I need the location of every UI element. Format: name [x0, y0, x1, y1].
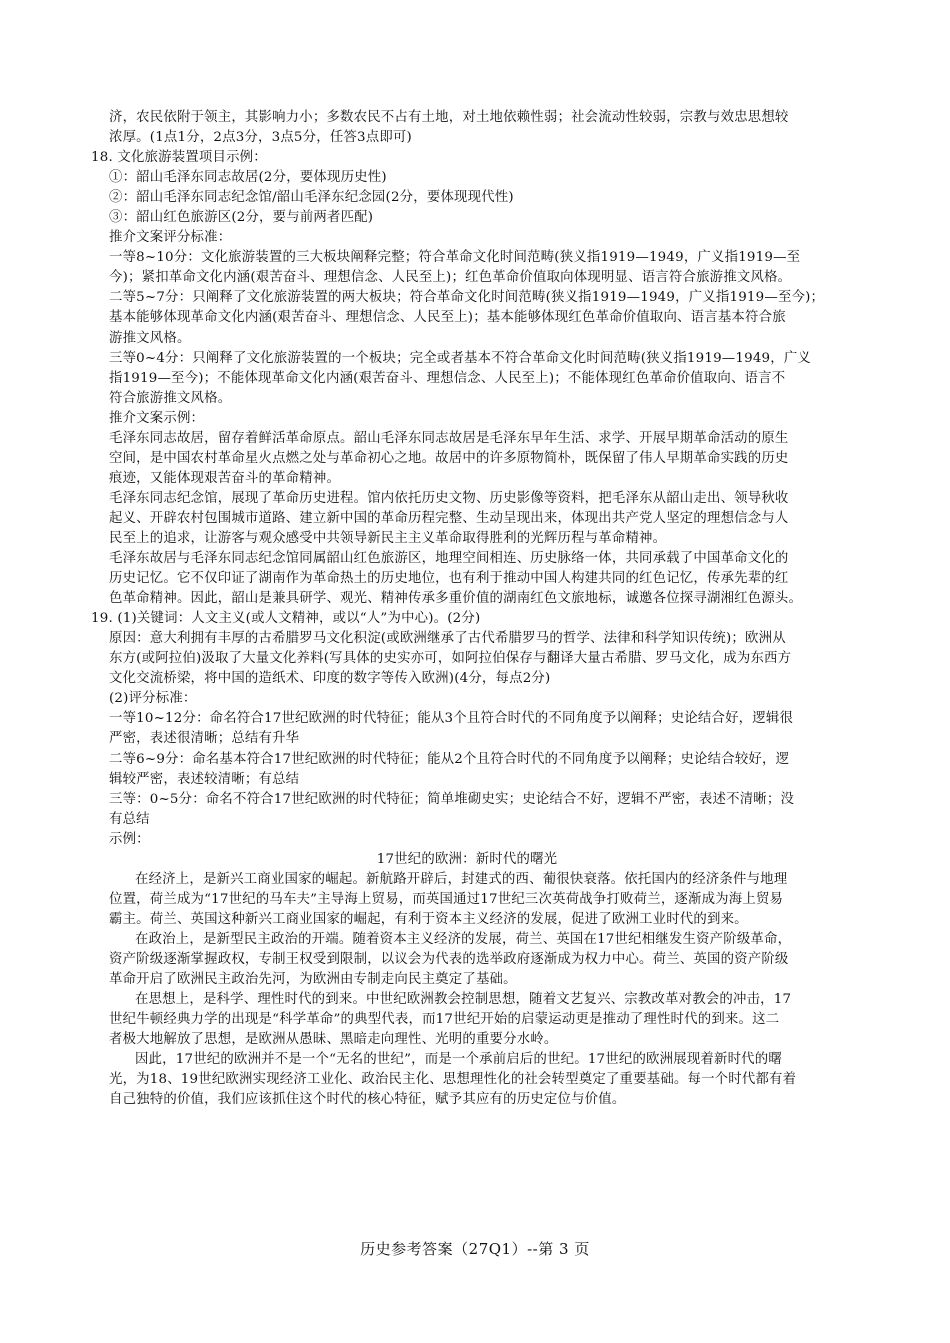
text-line: 自己独特的价值，我们应该抓住这个时代的核心特征，赋予其应有的历史定位与价值。: [109, 1092, 626, 1108]
text-line: 有总结: [109, 811, 150, 827]
text-line: 原因：意大利拥有丰厚的古希腊罗马文化积淀(或欧洲继承了古代希腊罗马的哲学、法律和科学知识传统)；欧洲从: [109, 631, 786, 647]
text-line: 在经济上，是新兴工商业国家的崛起。新航路开辟后，封建式的西、葡很快衰落。依托国内的经济条件与地理: [135, 871, 788, 887]
text-line: (2)评分标准：: [109, 691, 197, 707]
text-line: 指1919—至今)；不能体现革命文化内涵(艰苦奋斗、理想信念、人民至上)；不能体现红色革命价值取向、语言不: [109, 370, 786, 386]
text-line: 济，农民依附于领主，其影响力小；多数农民不占有土地，对土地依赖性弱；社会流动性较弱，宗教与效忠思想较: [109, 110, 789, 125]
text-line: 在政治上，是新型民主政治的开端。随着资本主义经济的发展，荷兰、英国在17世纪相继发生资产阶级革命，: [135, 931, 792, 947]
text-line: 辑较严密，表述较清晰；有总结: [109, 771, 300, 787]
text-line: 霸主。荷兰、英国这种新兴工商业国家的崛起，有利于资本主义经济的发展，促进了欧洲工业时代的到来。: [109, 911, 748, 927]
text-line: 起义、开辟农村包围城市道路、建立新中国的革命历程完整、生动呈现出来，体现出共产党人坚定的理想信念与人: [109, 510, 789, 526]
text-line: 游推文风格。: [109, 330, 191, 346]
text-line: 19. (1)关键词：人文主义(或人文精神，或以“人”为中心)。(2分): [91, 611, 481, 627]
text-line: 在思想上，是科学、理性时代的到来。中世纪欧洲教会控制思想，随着文艺复兴、宗教改革对教会的冲击，17: [135, 992, 792, 1008]
text-line: 者极大地解放了思想，是欧洲从愚昧、黑暗走向理性、光明的重要分水岭。: [109, 1032, 558, 1048]
text-line: 光，为18、19世纪欧洲实现经济工业化、政治民主化、思想理性化的社会转型奠定了重要基础。每一个时代都有着: [109, 1072, 797, 1088]
text-line: ①：韶山毛泽东同志故居(2分，要体现历史性): [109, 170, 387, 186]
text-line: 浓厚。(1点1分，2点3分，3点5分，任答3点即可): [109, 130, 412, 146]
text-line: 一等8~10分：文化旅游装置的三大板块阐释完整；符合革命文化时间范畴(狭义指1919—1949，广义指1919—至: [109, 250, 801, 266]
text-line: 毛泽东故居与毛泽东同志纪念馆同属韶山红色旅游区，地理空间相连、历史脉络一体，共同承载了中国革命文化的: [109, 551, 789, 567]
text-line: 严密，表述很清晰；总结有升华: [109, 731, 300, 747]
text-line: 二等5~7分：只阐释了文化旅游装置的两大板块；符合革命文化时间范畴(狭义指1919—1949，广义指1919—至今)；: [109, 290, 825, 306]
text-line: 今)；紧扣革命文化内涵(艰苦奋斗、理想信念、人民至上)；红色革命价值取向体现明显、语言符合旅游推文风格。: [109, 270, 792, 286]
page-footer: 历史参考答案（27Q1）--第 3 页: [360, 1240, 590, 1258]
text-line: 痕迹，又能体现艰苦奋斗的革命精神。: [109, 470, 341, 486]
text-line: ②：韶山毛泽东同志纪念馆/韶山毛泽东纪念园(2分，要体现现代性): [109, 190, 514, 206]
answer-key-body: [91, 108, 843, 1110]
text-line: 民至上的追求，让游客与观众感受中共领导新民主主义革命取得胜利的光辉历程与革命精神。: [109, 530, 667, 546]
text-line: 三等：0~5分：命名不符合17世纪欧洲的时代特征；简单堆砌史实；史论结合不好，逻辑不严密，表述不清晰；没: [109, 791, 795, 807]
text-line: 17世纪的欧洲：新时代的曙光: [376, 851, 558, 867]
text-line: 推介文案示例：: [109, 410, 205, 426]
text-line: 毛泽东同志故居，留存着鲜活革命原点。韶山毛泽东同志故居是毛泽东早年生活、求学、开展早期革命活动的原生: [109, 430, 789, 446]
text-line: 文化交流桥梁，将中国的造纸术、印度的数字等传入欧洲)(4分，每点2分): [109, 671, 551, 687]
text-line: 因此，17世纪的欧洲并不是一个“无名的世纪”，而是一个承前启后的世纪。17世纪的欧洲展现着新时代的曙: [135, 1052, 782, 1068]
text-line: 一等10~12分：命名符合17世纪欧洲的时代特征；能从3个且符合时代的不同角度予以阐释；史论结合好，逻辑很: [109, 711, 794, 727]
text-line: 革命开启了欧洲民主政治先河，为欧洲由专制走向民主奠定了基础。: [109, 972, 517, 988]
text-line: 毛泽东同志纪念馆，展现了革命历史进程。馆内依托历史文物、历史影像等资料，把毛泽东从韶山走出、领导秋收: [109, 490, 789, 506]
text-line: 资产阶级逐渐掌握政权，专制王权受到限制，以议会为代表的选举政府逐渐成为权力中心。荷兰、英国的资产阶级: [109, 951, 789, 967]
text-line: 推介文案评分标准：: [109, 230, 232, 246]
text-line: 符合旅游推文风格。: [109, 390, 232, 406]
text-line: 二等6~9分：命名基本符合17世纪欧洲的时代特征；能从2个且符合时代的不同角度予以阐释；史论结合较好，逻: [109, 751, 790, 767]
text-line: 空间，是中国农村革命星火点燃之处与革命初心之地。故居中的许多原物简朴，既保留了伟人早期革命实践的历史: [109, 450, 789, 466]
text-line: 色革命精神。因此，韶山是兼具研学、观光、精神传承多重价值的湖南红色文旅地标，诚邀各位探寻湖湘红色源头。: [109, 591, 803, 607]
text-line: 示例：: [109, 831, 150, 847]
text-line: 世纪牛顿经典力学的出现是“科学革命”的典型代表，而17世纪开始的启蒙运动更是推动了理性时代的到来。这二: [109, 1012, 780, 1028]
text-line: ③：韶山红色旅游区(2分，要与前两者匹配): [109, 210, 374, 226]
text-line: 18. 文化旅游装置项目示例：: [91, 150, 267, 166]
text-line: 历史记忆。它不仅印证了湖南作为革命热土的历史地位，也有利于推动中国人构建共同的红色记忆，传承先辈的红: [109, 571, 789, 587]
text-line: 位置，荷兰成为“17世纪的马车夫”主导海上贸易，而英国通过17世纪三次英荷战争打败荷兰，逐渐成为海上贸易: [109, 891, 784, 907]
text-line: 东方(或阿拉伯)汲取了大量文化养料(写具体的史实亦可，如阿拉伯保存与翻译大量古希腊、罗马文化，成为东西方: [109, 651, 792, 667]
text-line: 基本能够体现革命文化内涵(艰苦奋斗、理想信念、人民至上)；基本能够体现红色革命价值取向、语言基本符合旅: [109, 310, 786, 326]
text-line: 三等0~4分：只阐释了文化旅游装置的一个板块；完全或者基本不符合革命文化时间范畴(狭义指1919—1949，广义: [109, 350, 812, 366]
